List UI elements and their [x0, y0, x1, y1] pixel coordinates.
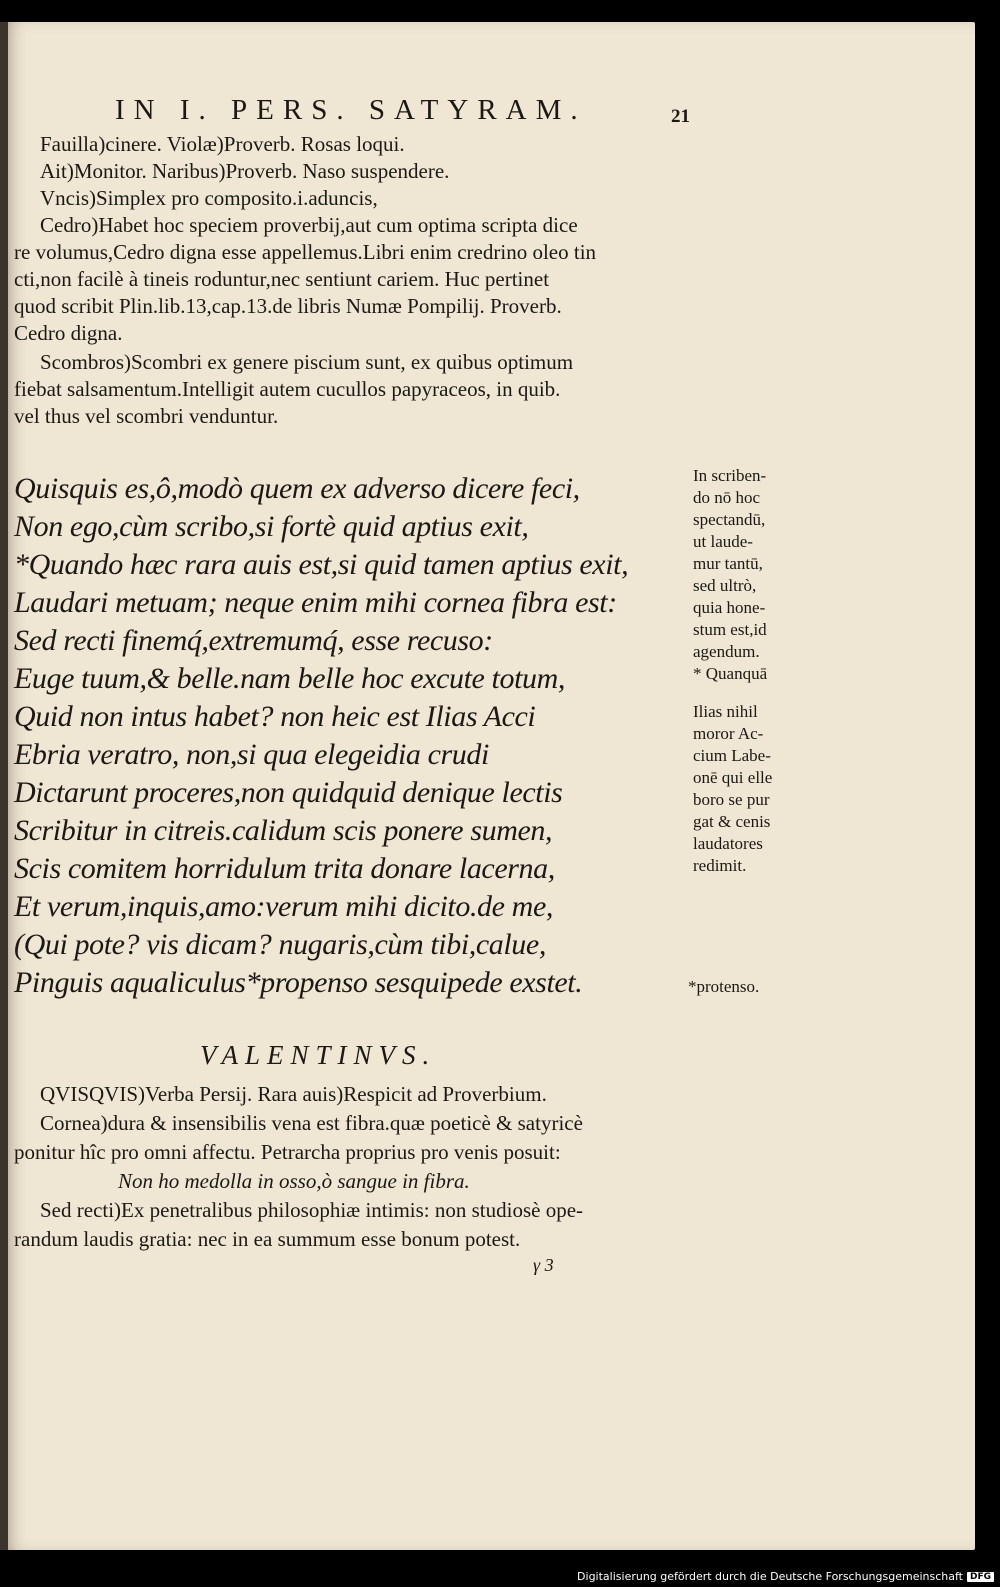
commentary-line: ponitur hîc pro omni affectu. Petrarcha proprius pro venis posuit:: [14, 1140, 561, 1164]
verse-line: Euge tuum,& belle.nam belle hoc excute totum,: [14, 662, 565, 695]
verse-line: Sed recti finemq́,extremumq́, esse recuso:: [14, 624, 493, 657]
marginal-note: ut laude-: [693, 532, 753, 551]
verse-line: Dictarunt proceres,non quidquid denique lectis: [14, 776, 563, 809]
commentary-line: vel thus vel scombri venduntur.: [14, 404, 279, 428]
commentary-line: Sed recti)Ex penetralibus philosophiæ intimis: non studiosè ope-: [40, 1198, 584, 1222]
commentary-line: fiebat salsamentum.Intelligit autem cucullos papyraceos, in quib.: [14, 377, 561, 401]
marginal-note: mur tantū,: [693, 554, 763, 573]
marginal-note: * Quanquā: [693, 664, 768, 683]
marginal-note: sed ultrò,: [693, 576, 757, 595]
marginal-note: agendum.: [693, 642, 760, 661]
commentary-line: cti,non facilè à tineis roduntur,nec sentiunt cariem. Huc pertinet: [14, 267, 550, 291]
verse-line: Et verum,inquis,amo:verum mihi dicito.de me,: [14, 890, 553, 923]
marginal-note: gat & cenis: [693, 812, 771, 831]
marginal-note: boro se pur: [693, 790, 770, 809]
commentary-line: Ait)Monitor. Naribus)Proverb. Naso suspendere.: [40, 159, 450, 183]
marginal-note: laudatores: [693, 834, 763, 853]
section-title: VALENTINVS.: [200, 1040, 437, 1070]
footer-text: Digitalisierung gefördert durch die Deutsche Forschungsgemeinschaft: [577, 1570, 963, 1583]
marginal-note: Ilias nihil: [693, 702, 758, 721]
signature-mark: γ 3: [533, 1255, 554, 1275]
marginal-note: quia hone-: [693, 598, 766, 617]
commentary-line: re volumus,Cedro digna esse appellemus.Libri enim credrino oleo tin: [14, 240, 597, 264]
marginal-note: In scriben-: [693, 466, 767, 485]
verse-line: Non ego,cùm scribo,si fortè quid aptius exit,: [14, 510, 529, 543]
marginal-note: stum est,id: [693, 620, 767, 639]
commentary-line: Cornea)dura & insensibilis vena est fibra.quæ poeticè & satyricè: [40, 1111, 583, 1135]
commentary-line: Cedro digna.: [14, 321, 123, 345]
commentary-line: Fauilla)cinere. Violæ)Proverb. Rosas loqui.: [40, 132, 405, 156]
commentary-line: Vncis)Simplex pro composito.i.aduncis,: [40, 186, 378, 210]
commentary-line: Cedro)Habet hoc speciem proverbij,aut cum optima scripta dice: [40, 213, 578, 237]
verse-line: Scis comitem horridulum trita donare lacerna,: [14, 852, 555, 885]
page-binding-edge: [0, 22, 8, 1550]
verse-line: Quid non intus habet? non heic est Ilias Acci: [14, 700, 536, 733]
commentary-quote: Non ho medolla in osso,ò sangue in fibra.: [118, 1169, 470, 1193]
verse-line: *Quando hæc rara auis est,si quid tamen aptius exit,: [14, 548, 629, 581]
footer-credit: [577, 1570, 994, 1583]
marginal-note: spectandū,: [693, 510, 766, 529]
commentary-line: randum laudis gratia: nec in ea summum esse bonum potest.: [14, 1227, 521, 1251]
book-page: [0, 22, 975, 1550]
marginal-note: cium Labe-: [693, 746, 771, 765]
dfg-logo-icon: DFG: [967, 1572, 994, 1582]
marginal-note: onē qui elle: [693, 768, 773, 787]
commentary-line: quod scribit Plin.lib.13,cap.13.de libris Numæ Pompilij. Proverb.: [14, 294, 562, 318]
verse-line: (Qui pote? vis dicam? nugaris,cùm tibi,calue,: [14, 928, 546, 961]
running-head: IN I. PERS. SATYRAM.: [115, 94, 587, 126]
page-number: 21: [671, 106, 690, 127]
verse-line: Pinguis aqualiculus*propenso sesquipede exstet.: [14, 966, 583, 999]
verse-line: Ebria veratro, non,si qua elegeidia crudi: [14, 738, 489, 771]
commentary-line: QVISQVIS)Verba Persij. Rara auis)Respicit ad Proverbium.: [40, 1082, 547, 1106]
marginal-note: do nō hoc: [693, 488, 761, 507]
marginal-note: redimit.: [693, 856, 747, 875]
commentary-line: Scombros)Scombri ex genere piscium sunt, ex quibus optimum: [40, 350, 574, 374]
marginal-note: *protenso.: [688, 977, 760, 996]
verse-line: Quisquis es,ô,modò quem ex adverso dicere feci,: [14, 472, 580, 505]
verse-line: Laudari metuam; neque enim mihi cornea fibra est:: [14, 586, 617, 619]
verse-line: Scribitur in citreis.calidum scis ponere sumen,: [14, 814, 553, 847]
marginal-note: moror Ac-: [693, 724, 764, 743]
